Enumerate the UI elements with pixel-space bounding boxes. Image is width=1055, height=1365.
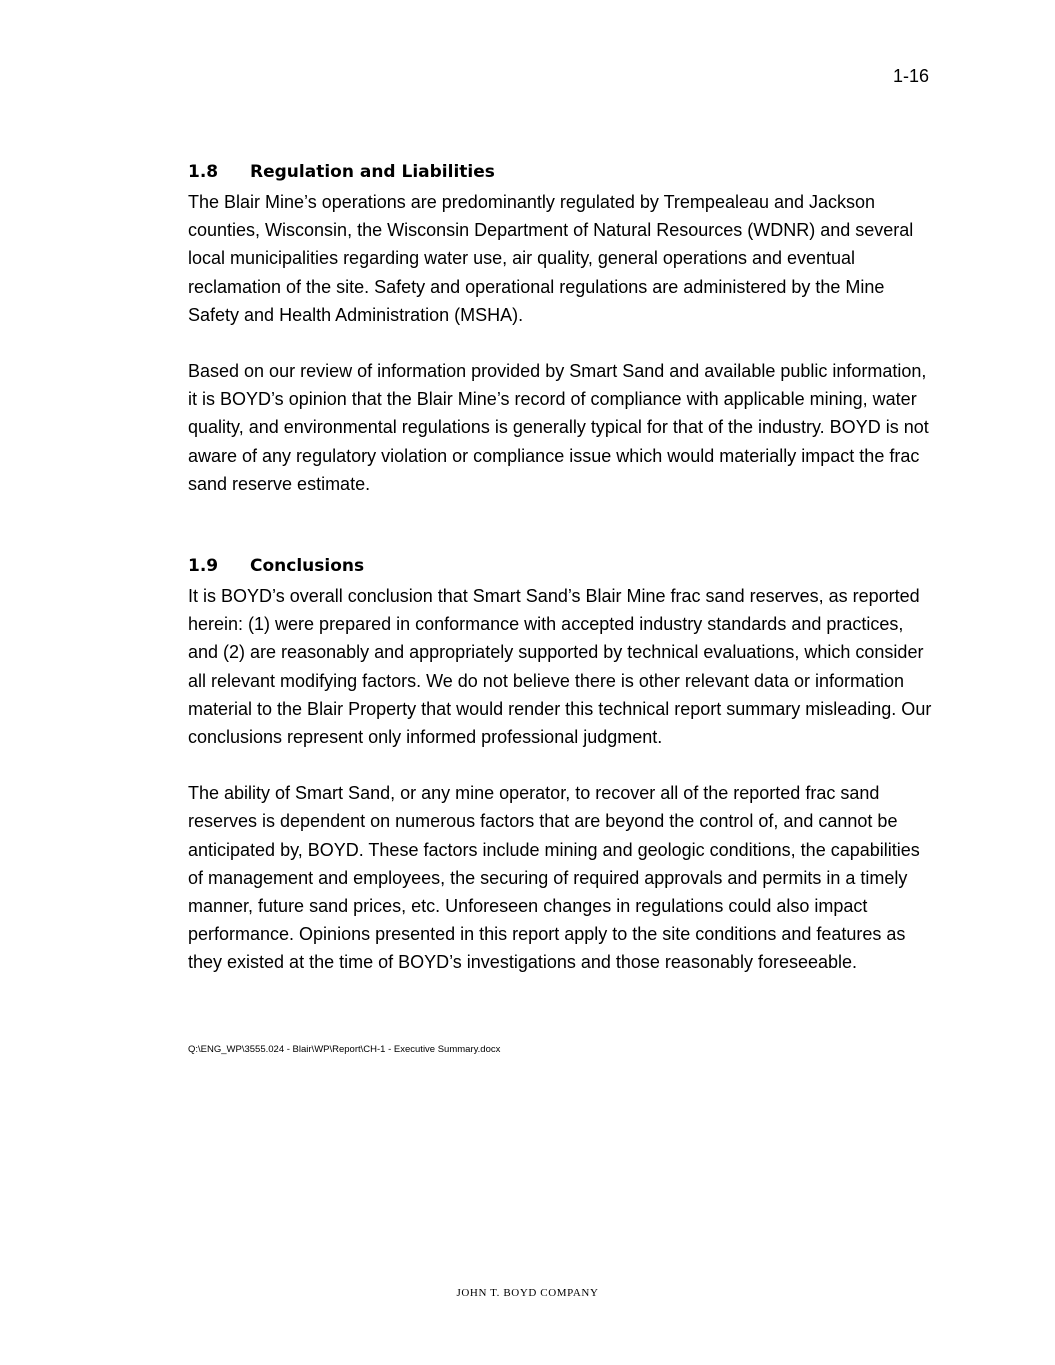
section-title: Conclusions	[250, 556, 365, 577]
paragraph-conclusions-1: It is BOYD’s overall conclusion that Smart Sand’s Blair Mine frac sand reserves, as reported herein: (1) were prepared in conformance with accepted industry standards and practices, and (2) are reasonably and appropriately supported by technical evaluations, which consider all relevant modifying factors. We do not believe there is other relevant data or information material to the Blair Property that would render this technical report summary misleading. Our conclusions represent only informed professional judgment.	[188, 586, 932, 748]
section-number: 1.8	[188, 162, 219, 182]
paragraph-regulation-1: The Blair Mine’s operations are predominantly regulated by Trempealeau and Jackson counties, Wisconsin, the Wisconsin Department of Natural Resources (WDNR) and several local municipalities regarding water use, air quality, general operations and eventual reclamation of the site. Safety and operational regulations are administered by the Mine Safety and Health Administration (MSHA).	[188, 192, 914, 325]
paragraph-conclusions-2: The ability of Smart Sand, or any mine operator, to recover all of the reported frac sand reserves is dependent on numerous factors that are beyond the control of, and cannot be anticipated by, BOYD. These factors include mining and geologic conditions, the capabilities of management and employees, the securing of required approvals and permits in a timely manner, future sand prices, etc. Unforeseen changes in regulations could also impact performance. Opinions presented in this report apply to the site conditions and features as they existed at the time of BOYD’s investigations and those reasonably foreseeable.	[188, 783, 920, 973]
document-body	[188, 161, 936, 977]
page-number: 1-16	[892, 66, 929, 86]
section-heading-regulation	[188, 161, 936, 183]
footer-company-name: JOHN T. BOYD COMPANY	[456, 1287, 599, 1299]
section-heading-conclusions	[188, 555, 936, 577]
section-title: Regulation and Liabilities	[250, 162, 495, 182]
file-path: Q:\ENG_WP\3555.024 - Blair\WP\Report\CH-1 - Executive Summary.docx	[188, 1044, 501, 1055]
section-number: 1.9	[188, 556, 219, 577]
paragraph-regulation-2: Based on our review of information provided by Smart Sand and available public information, it is BOYD’s opinion that the Blair Mine’s record of compliance with applicable mining, water quality, and environmental regulations is generally typical for that of the industry. BOYD is not aware of any regulatory violation or compliance issue which would materially impact the frac sand reserve estimate.	[188, 361, 929, 494]
